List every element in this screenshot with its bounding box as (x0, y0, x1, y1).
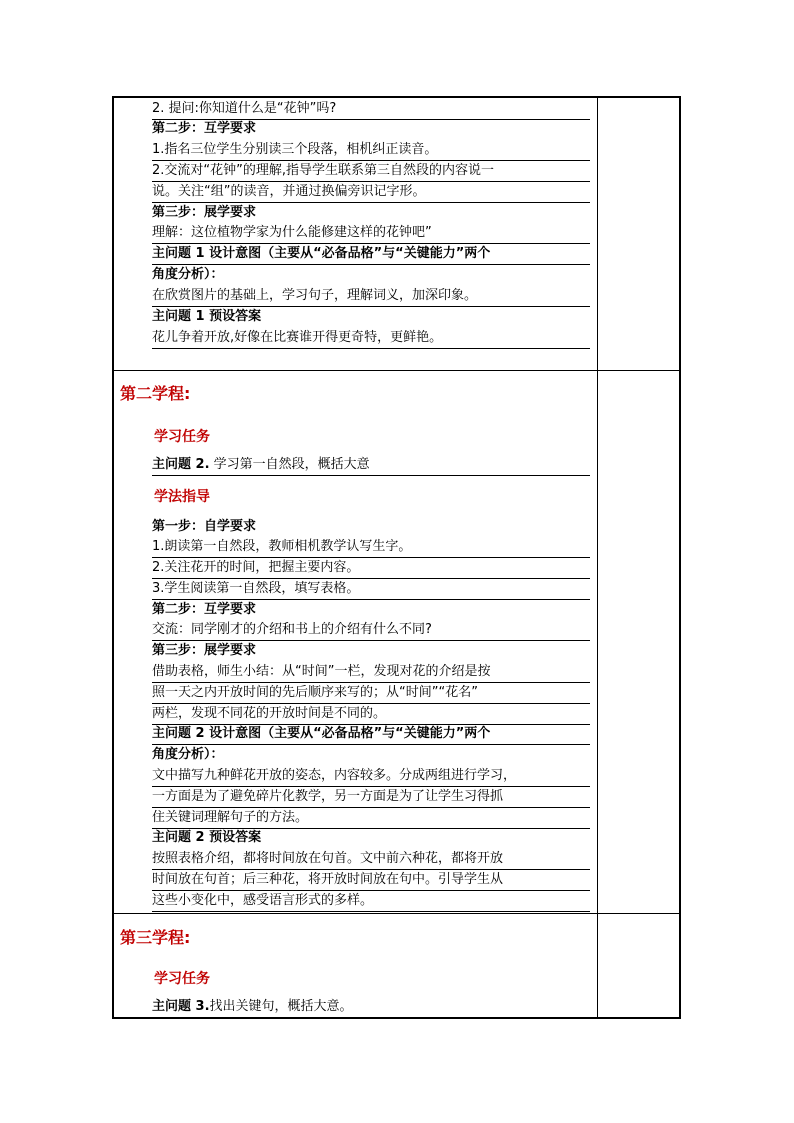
text-line: 文中描写九种鲜花开放的姿态，内容较多。分成两组进行学习， (152, 767, 590, 787)
text-line: 说。关注“组”的读音，并通过换偏旁识记字形。 (152, 183, 590, 203)
main-question-3 (152, 998, 590, 1018)
text-line: 在欣赏图片的基础上，学习句子，理解词义，加深印象。 (152, 287, 590, 307)
text-line: 1.朗读第一自然段，教师相机教学认写生字。 (152, 538, 590, 558)
text-line: 照一天之内开放时间的先后顺序来写的；从“时间”“花名” (152, 684, 590, 704)
text-line: 2.关注花开的时间，把握主要内容。 (152, 559, 590, 579)
step-heading: 第二步：互学要求 (152, 121, 257, 136)
text-line: 借助表格，师生小结：从“时间”一栏，发现对花的介绍是按 (152, 663, 590, 683)
design-intent-heading-cont: 角度分析）： (152, 267, 224, 282)
text-line: 两栏，发现不同花的开放时间是不同的。 (152, 705, 590, 725)
text-line: 理解：这位植物学家为什么能修建这样的花钟吧” (152, 224, 590, 244)
text-line: 交流：同学刚才的介绍和书上的介绍有什么不同? (152, 621, 590, 641)
text-line: 3.学生阅读第一自然段，填写表格。 (152, 580, 590, 600)
task-heading: 学习任务 (154, 971, 210, 987)
row-divider-2 (114, 913, 679, 914)
design-intent-heading: 主问题 2 设计意图（主要从“必备品格”与“关键能力”两个 (152, 725, 590, 745)
text-line: 2.交流对“花钟”的理解,指导学生联系第三自然段的内容说一 (152, 162, 590, 182)
text-line: 1.指名三位学生分别读三个段落，相机纠正读音。 (152, 141, 590, 161)
main-question-label: 主问题 3. (152, 999, 210, 1014)
step-heading: 第三步：展学要求 (152, 643, 257, 658)
main-question-label: 主问题 2. (152, 457, 210, 472)
lesson-plan-table (112, 96, 681, 1019)
text-line: 时间放在句首；后三种花，将开放时间放在句中。引导学生从 (152, 871, 590, 891)
column-divider (597, 98, 598, 1017)
text-line: 按照表格介绍，都将时间放在句首。文中前六种花，都将开放 (152, 850, 590, 870)
question-line: 2. 提问:你知道什么是“花钟”吗? (152, 100, 590, 120)
step-heading: 第二步：互学要求 (152, 602, 257, 617)
text-line: 一方面是为了避免碎片化教学，另一方面是为了让学生习得抓 (152, 788, 590, 808)
text-line: 这些小变化中，感受语言形式的多样。 (152, 892, 590, 912)
stage-title-2: 第二学程: (120, 384, 191, 403)
method-heading: 学法指导 (154, 489, 210, 505)
text-line: 住关键词理解句子的方法。 (152, 809, 590, 829)
design-intent-heading: 主问题 1 设计意图（主要从“必备品格”与“关键能力”两个 (152, 245, 590, 265)
main-question-2 (152, 456, 590, 476)
main-question-text: 找出关键句，概括大意。 (209, 999, 353, 1014)
answer-heading: 主问题 2 预设答案 (152, 830, 262, 845)
main-question-text: 学习第一自然段，概括大意 (209, 457, 370, 472)
text-line: 花儿争着开放,好像在比赛谁开得更奇特，更鲜艳。 (152, 329, 590, 349)
task-heading: 学习任务 (154, 429, 210, 445)
step-heading: 第三步：展学要求 (152, 205, 257, 220)
step-heading: 第一步：自学要求 (152, 519, 257, 534)
design-intent-heading-cont: 角度分析）： (152, 747, 224, 762)
row-divider-1 (114, 370, 679, 371)
answer-heading: 主问题 1 预设答案 (152, 309, 262, 324)
stage-title-3: 第三学程: (120, 928, 191, 947)
